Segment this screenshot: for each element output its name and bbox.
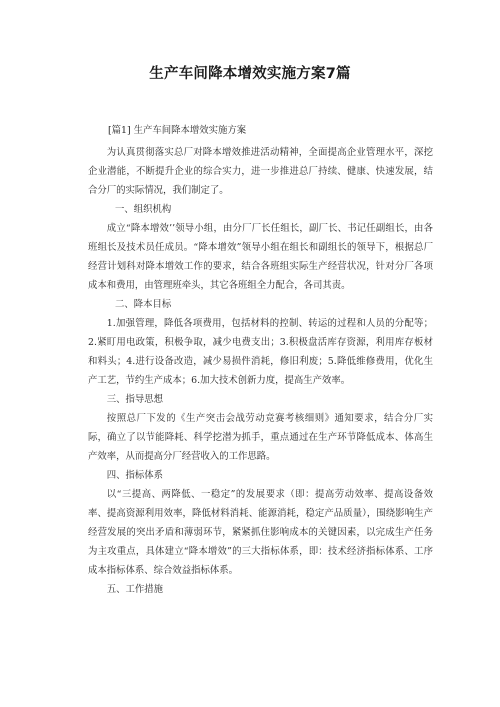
paragraph-intro: 为认真贯彻落实总厂对降本增效推进活动精神，全面提高企业管理水平，深挖企业潜能，不断提升企业的综合实力，进一步推进总厂持续、健康、快速发展，结合分厂的实际情况，我们制定了。 [88, 147, 433, 196]
heading-measures: 五、工作措施 [106, 584, 164, 595]
heading-goals: 二、降本目标 [115, 299, 172, 310]
paragraph-organization: 成立“降本增效’’领导小组，由分厂厂长任组长，副厂长、书记任副组长，由各班组长及技术员任成员。“降本增效”领导小组在组长和副组长的领导下，根据总厂经营计划科对降本增效工作的要求，结合各班组实际生产经营状况，针对分厂各项成本和费用，由管理班牵头，其它各班组全力配合，各司其责。 [88, 223, 433, 291]
heading-index-system: 四、指标体系 [106, 470, 164, 481]
paragraph-guiding-thought: 按照总厂下发的《生产突击会战劳动竞赛考核细则》通知要求，结合分厂实际，确立了以节能降耗、科学挖潜为抓手，重点通过在生产环节降低成本、体高生产效率，从而提高分厂经营收入的工作思路。 [88, 413, 433, 462]
heading-organization: 一、组织机构 [115, 204, 172, 215]
document-title: 生产车间降本增效实施方案7篇 [149, 66, 351, 82]
document-body [88, 121, 433, 599]
paragraph-goals: 1.加强管理，降低各项费用，包括材料的控制、转运的过程和人员的分配等；2.紧盯用电政策，积极争取，减少电费支出；3.积极盘活库存资源，利用库存板材和料头；4.进行设备改造，减少易损件消耗，修旧利废；5.降低维修费用，优化生产工艺，节约生产成本；6.加大技术创新力度，提高生产效率。 [88, 318, 433, 386]
heading-guiding-thought: 三、指导思想 [106, 394, 164, 405]
section-tag: [篇1] 生产车间降本增效实施方案 [108, 125, 247, 136]
paragraph-index-system: 以“三提高、两降低、一稳定”的发展要求（即：提高劳动效率、提高设备效率、提高资源利用效率，降低材料消耗、能源消耗，稳定产品质量），围绕影响生产经营发展的突出矛盾和薄弱环节，紧紧抓住影响成本的关键因素，以完成生产任务为主攻重点，具体建立“降本增效”的三大指标体系，即：技术经济指标体系、工序成本指标体系、综合效益指标体系。 [88, 489, 433, 576]
